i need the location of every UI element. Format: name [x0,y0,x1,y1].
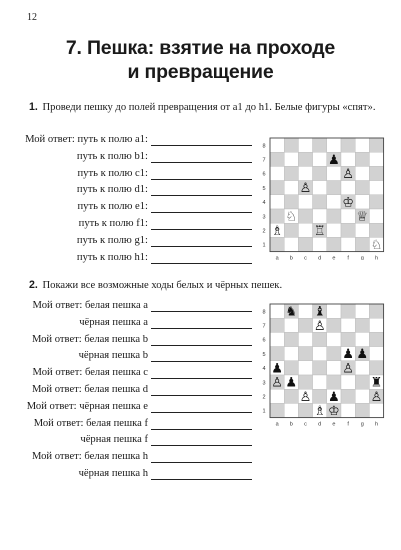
white-pawn-icon[interactable]: ♙ [271,375,283,391]
rank-label: 3 [262,214,266,221]
board-square[interactable] [327,318,341,332]
answer-blank-line[interactable] [151,212,252,213]
board-square[interactable] [369,181,383,195]
answer-row [0,151,252,165]
board-square[interactable] [270,152,284,166]
rank-label: 1 [262,408,266,415]
file-label: f [347,255,349,260]
board-square[interactable] [313,138,327,152]
board-square[interactable] [298,152,312,166]
board-square[interactable] [284,361,298,375]
answer-row [0,184,252,198]
board-square[interactable] [327,347,341,361]
board-square[interactable] [284,223,298,237]
black-rook-icon[interactable]: ♜ [370,375,383,391]
board-square[interactable] [341,152,355,166]
answer-blank-line[interactable] [151,378,252,379]
answer-label: Мой ответ: белая пешка d [31,384,148,395]
rank-label: 8 [262,309,266,316]
answer-row [0,317,252,331]
answer-row [0,401,252,415]
answer-label: Мой ответ: белая пешка b [31,333,148,345]
rank-label: 1 [262,242,266,249]
board-square[interactable] [270,166,284,180]
board-square[interactable] [341,237,355,251]
board-square[interactable] [270,209,284,223]
answer-label: Мой ответ: белая пешка h [31,451,148,463]
board-square[interactable] [298,347,312,361]
black-knight-icon[interactable]: ♞ [285,304,298,320]
board-square[interactable] [298,318,312,332]
board-square[interactable] [341,403,355,417]
board-square[interactable] [313,181,327,195]
answer-label: путь к полю h1: [76,251,148,263]
file-label: h [374,421,379,428]
board-square[interactable] [327,361,341,375]
task-1-number: 1. [29,101,38,113]
answer-blank-line[interactable] [151,311,252,312]
answer-blank-line[interactable] [151,328,252,329]
board-square[interactable] [270,318,284,332]
answer-label: Мой ответ: белая пешка c [32,367,148,379]
board-square[interactable] [341,223,355,237]
board-square[interactable] [369,223,383,237]
file-label: g [360,255,364,260]
board-square[interactable] [327,166,341,180]
answer-label: чёрная пешка b [78,350,148,362]
board-square[interactable] [284,152,298,166]
board-square[interactable] [313,209,327,223]
board-square[interactable] [270,403,284,417]
board-square[interactable] [313,152,327,166]
answer-row [0,350,252,364]
board-square[interactable] [327,375,341,389]
board-square[interactable] [369,209,383,223]
board-square[interactable] [270,181,284,195]
file-label: h [374,255,379,260]
board-square[interactable] [270,332,284,346]
board-square[interactable] [270,389,284,403]
board-square[interactable] [341,181,355,195]
answer-blank-line[interactable] [151,263,252,264]
board-square[interactable] [313,361,327,375]
board-square[interactable] [313,195,327,209]
board-square[interactable] [284,389,298,403]
answer-label: путь к полю g1: [76,234,148,246]
board-square[interactable] [327,138,341,152]
answer-label: Мой ответ: чёрная пешка e [26,400,148,412]
black-pawn-icon[interactable]: ♟ [328,152,340,168]
task-2-instruction [29,279,282,291]
board-square[interactable] [327,181,341,195]
answer-row [0,468,252,482]
board-square[interactable] [270,237,284,251]
answer-row [0,300,252,314]
board-square[interactable] [313,332,327,346]
white-king-icon[interactable]: ♔ [328,404,340,420]
board-square[interactable] [327,223,341,237]
file-label: c [304,255,307,260]
board-square[interactable] [355,152,369,166]
answer-blank-line[interactable] [151,412,252,413]
board-square[interactable] [355,195,369,209]
board-square[interactable] [298,138,312,152]
board-square[interactable] [369,403,383,417]
board-square[interactable] [355,166,369,180]
board-square[interactable] [313,166,327,180]
board-square[interactable] [313,237,327,251]
board-square[interactable] [284,138,298,152]
board-square[interactable] [341,332,355,346]
board-square[interactable] [298,237,312,251]
task-2-board-svg [258,302,390,430]
white-king-icon[interactable]: ♔ [342,195,354,211]
task-1-text: Проведи пешку до полей превращения от a1 до h1. Белые фигуры «спят». [42,102,376,113]
board-square[interactable] [341,375,355,389]
board-square[interactable] [355,138,369,152]
page-number: 12 [27,12,37,23]
board-square[interactable] [270,304,284,318]
rank-label: 8 [262,143,266,150]
answer-row [0,418,252,432]
white-knight-icon[interactable]: ♘ [285,209,298,225]
answer-label: путь к полю f1: [78,218,148,229]
rank-label: 3 [262,380,266,387]
answer-row [0,252,252,266]
answer-blank-line[interactable] [151,229,252,230]
board-square[interactable] [327,209,341,223]
board-square[interactable] [355,389,369,403]
answer-blank-line[interactable] [151,179,252,180]
title-line-1: 7. Пешка: взятие на проходе [65,37,336,59]
file-label: d [318,421,322,428]
board-square[interactable] [341,318,355,332]
board-square[interactable] [369,152,383,166]
rank-label: 5 [262,351,266,358]
board-square[interactable] [284,403,298,417]
task-1-board-svg [258,136,390,260]
answer-label: Мой ответ: путь к полю a1: [25,134,148,145]
board-square[interactable] [341,138,355,152]
board-square[interactable] [369,166,383,180]
board-square[interactable] [327,304,341,318]
white-rook-icon[interactable]: ♖ [313,223,326,239]
answer-row [0,201,252,215]
board-square[interactable] [284,166,298,180]
board-square[interactable] [298,403,312,417]
file-label: e [332,255,336,260]
answer-blank-line[interactable] [151,462,252,463]
white-queen-icon[interactable]: ♕ [356,209,369,225]
answer-row [0,384,252,398]
answer-label: Мой ответ: белая пешка f [33,417,148,429]
board-square[interactable] [313,389,327,403]
answer-row [0,168,252,182]
file-label: f [347,421,349,428]
board-squares [270,138,384,252]
white-bishop-icon[interactable]: ♗ [271,223,283,239]
board-square[interactable] [341,304,355,318]
board-square[interactable] [369,195,383,209]
black-pawn-icon[interactable]: ♟ [342,347,354,363]
board-square[interactable] [355,237,369,251]
white-pawn-icon[interactable]: ♙ [299,181,312,197]
file-label: a [275,421,279,428]
white-pawn-icon[interactable]: ♙ [342,361,354,377]
file-label: b [289,255,293,260]
answer-blank-line[interactable] [151,445,252,446]
board-square[interactable] [355,332,369,346]
file-label: g [360,421,364,428]
board-square[interactable] [369,318,383,332]
board-square[interactable] [369,138,383,152]
answer-blank-line[interactable] [151,479,252,480]
file-label: b [289,421,293,428]
answer-row [0,334,252,348]
board-square[interactable] [355,361,369,375]
answer-label: путь к полю d1: [76,184,148,196]
board-square[interactable] [327,332,341,346]
board-square[interactable] [369,361,383,375]
board-square[interactable] [341,209,355,223]
board-square[interactable] [298,375,312,389]
task-2-text: Покажи все возможные ходы белых и чёрных пешек. [42,280,283,291]
board-square[interactable] [298,195,312,209]
board-square[interactable] [298,304,312,318]
answer-label: Мой ответ: белая пешка a [32,300,148,311]
rank-label: 6 [262,171,266,178]
board-square[interactable] [327,195,341,209]
answer-row [0,235,252,249]
board-square[interactable] [298,166,312,180]
answer-label: путь к полю b1: [76,150,148,162]
board-square[interactable] [270,347,284,361]
board-square[interactable] [355,375,369,389]
rank-label: 4 [262,200,266,207]
answer-blank-line[interactable] [151,162,252,163]
rank-label: 7 [262,323,266,330]
task-2-number: 2. [29,279,38,291]
board-square[interactable] [369,347,383,361]
rank-label: 4 [262,366,266,373]
board-square[interactable] [298,361,312,375]
task-2-chessboard [258,302,390,430]
white-pawn-icon[interactable]: ♙ [342,167,354,183]
answer-row [0,367,252,381]
board-square[interactable] [298,332,312,346]
board-square[interactable] [341,389,355,403]
board-square[interactable] [298,209,312,223]
file-label: a [275,255,279,260]
rank-label: 2 [262,394,266,401]
rank-label: 2 [262,228,266,235]
file-label: d [318,255,322,260]
answer-row [0,451,252,465]
board-square[interactable] [327,237,341,251]
board-square[interactable] [313,347,327,361]
answer-blank-line[interactable] [151,195,252,196]
page-title [0,36,401,84]
black-pawn-icon[interactable]: ♟ [271,361,283,377]
answer-row [0,134,252,148]
board-square[interactable] [284,347,298,361]
task-1-chessboard [258,136,390,260]
board-square[interactable] [369,332,383,346]
answer-label: путь к полю c1: [77,167,148,179]
rank-label: 7 [262,157,266,164]
white-pawn-icon[interactable]: ♙ [299,389,312,405]
board-square[interactable] [284,318,298,332]
task-1-instruction [29,101,375,113]
black-pawn-icon[interactable]: ♟ [328,389,340,405]
board-square[interactable] [284,181,298,195]
file-label: c [304,421,307,428]
black-pawn-icon[interactable]: ♟ [356,347,369,363]
board-square[interactable] [284,237,298,251]
answer-row [0,434,252,448]
board-square[interactable] [284,195,298,209]
answer-row [0,218,252,232]
answer-blank-line[interactable] [151,246,252,247]
board-square[interactable] [270,138,284,152]
title-line-2: и превращение [127,61,274,83]
white-pawn-icon[interactable]: ♙ [313,318,326,334]
answer-blank-line[interactable] [151,361,252,362]
board-square[interactable] [298,223,312,237]
answer-label: чёрная пешка a [79,316,148,328]
answer-blank-line[interactable] [151,395,252,396]
file-label: e [332,421,336,428]
answer-label: чёрная пешка f [80,434,148,446]
answer-label: чёрная пешка h [78,468,148,479]
board-square[interactable] [355,318,369,332]
rank-label: 6 [262,337,266,344]
answer-blank-line[interactable] [151,429,252,430]
white-pawn-icon[interactable]: ♙ [370,389,383,405]
board-square[interactable] [270,195,284,209]
black-bishop-icon[interactable]: ♝ [313,304,326,320]
answer-blank-line[interactable] [151,145,252,146]
rank-label: 5 [262,185,266,192]
answer-blank-line[interactable] [151,345,252,346]
board-square[interactable] [355,304,369,318]
white-bishop-icon[interactable]: ♗ [313,404,326,420]
board-square[interactable] [355,223,369,237]
white-knight-icon[interactable]: ♘ [370,238,383,254]
board-square[interactable] [369,304,383,318]
board-square[interactable] [313,375,327,389]
answer-label: путь к полю e1: [77,201,148,213]
board-square[interactable] [355,181,369,195]
board-square[interactable] [284,332,298,346]
board-square[interactable] [355,403,369,417]
black-pawn-icon[interactable]: ♟ [285,375,298,391]
